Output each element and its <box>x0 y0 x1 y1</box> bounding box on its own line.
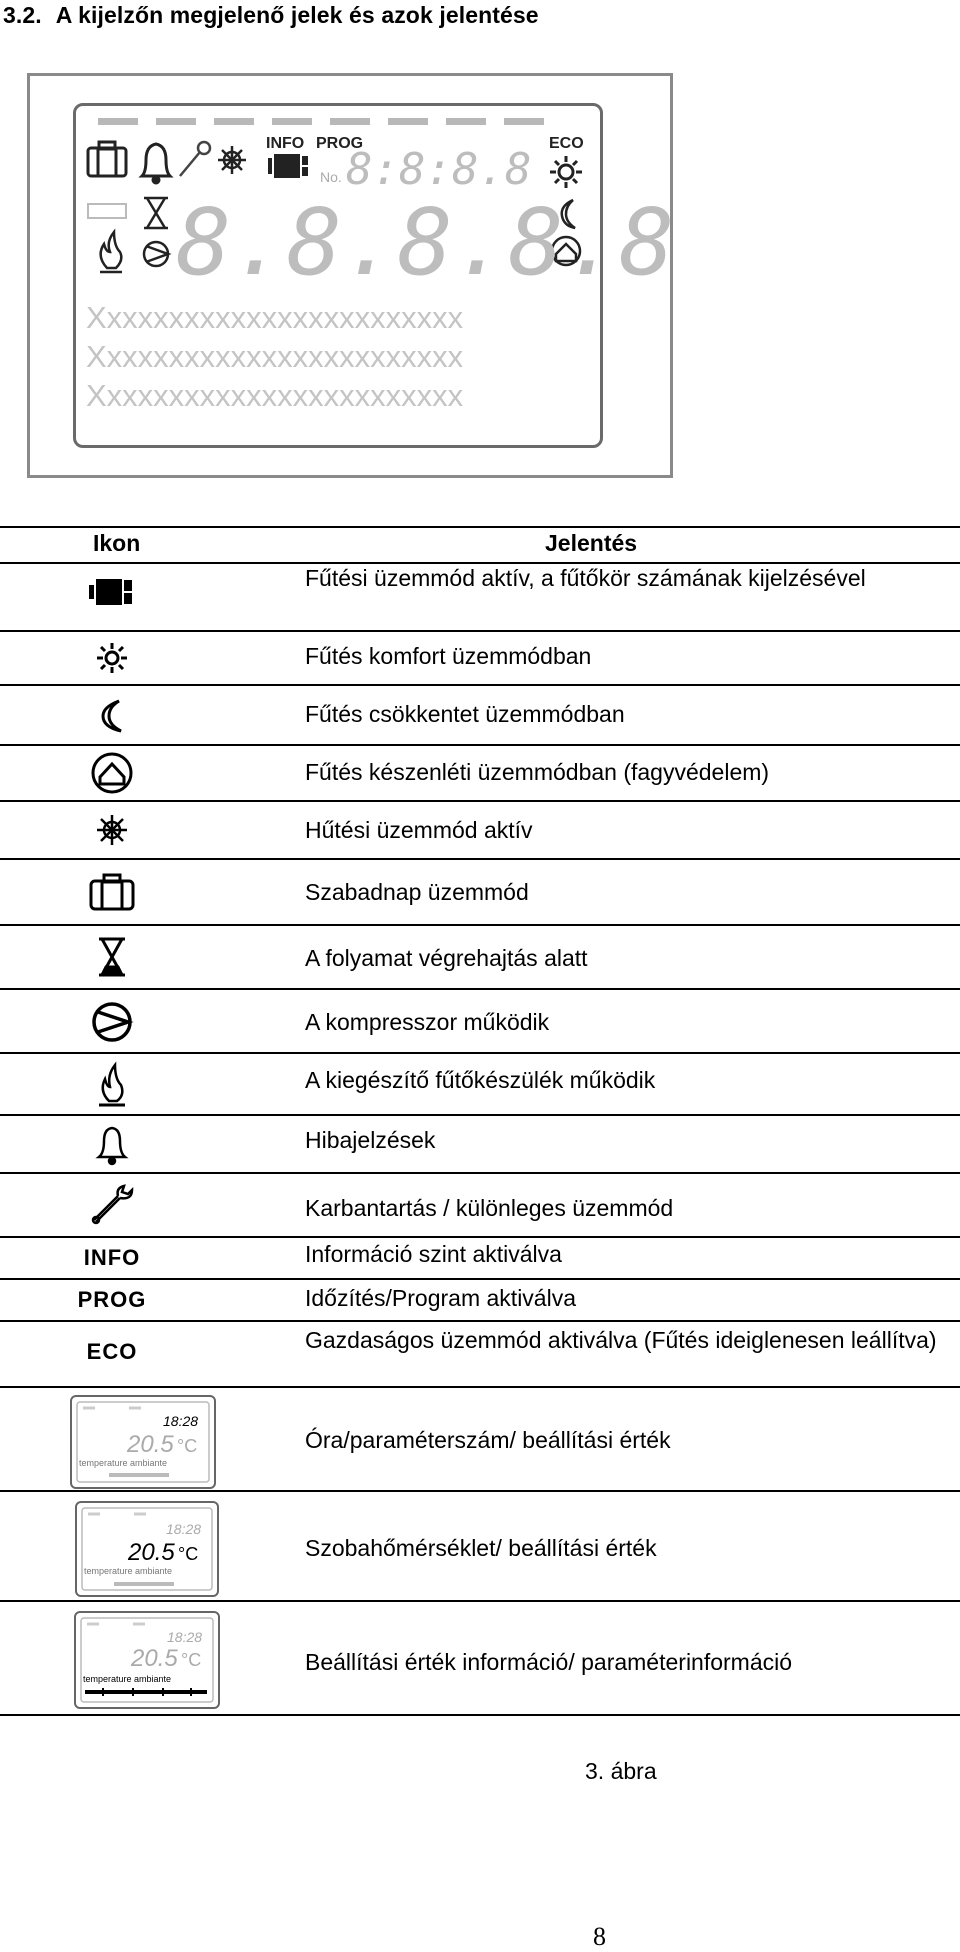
eco-label-text: ECO <box>86 1339 138 1364</box>
sun-icon <box>550 156 582 188</box>
row-meaning: Információ szint aktiválva <box>305 1241 562 1267</box>
heating-circuit-icon <box>70 572 154 612</box>
table-row <box>0 1116 960 1172</box>
house-icon <box>70 752 154 794</box>
moon-icon <box>70 696 154 736</box>
sun-icon <box>70 638 154 678</box>
row-meaning: Karbantartás / különleges üzemmód <box>305 1195 674 1221</box>
page-number: 8 <box>593 1922 606 1951</box>
row-meaning: Fűtés komfort üzemmódban <box>305 643 592 669</box>
section-number: 3.2. <box>3 2 42 28</box>
thumb-small-value: 18:28 <box>167 1629 203 1645</box>
row-meaning: A kiegészítő fűtőkészülék működik <box>305 1067 656 1093</box>
row-meaning: Hibajelzések <box>305 1127 436 1153</box>
display-temp-icon <box>72 1500 222 1598</box>
bell-icon <box>142 144 170 183</box>
table-row <box>0 1054 960 1114</box>
thumb-caption: temperature ambiante <box>84 1566 173 1576</box>
thumb-unit: °C <box>177 1436 198 1456</box>
table-row <box>0 926 960 988</box>
lcd-text-line-2: Xxxxxxxxxxxxxxxxxxxxxxxx <box>86 339 464 374</box>
lcd-info-label: INFO <box>266 135 305 152</box>
figure-caption: 3. ábra <box>585 1758 657 1784</box>
bell-icon <box>70 1124 154 1166</box>
eco-label <box>70 1338 154 1366</box>
table-row <box>0 1238 960 1278</box>
table-row <box>0 1174 960 1236</box>
row-meaning: Szabadnap üzemmód <box>305 879 529 905</box>
table-row <box>0 1492 960 1600</box>
table-rule <box>0 1714 960 1716</box>
lcd-eco-label: ECO <box>549 135 584 152</box>
compressor-icon <box>144 242 168 266</box>
lcd-segments <box>76 106 675 445</box>
thumb-unit: °C <box>181 1650 202 1670</box>
hourglass-icon <box>144 198 168 228</box>
suitcase-icon <box>88 142 126 176</box>
row-meaning: Óra/paraméterszám/ beállítási érték <box>305 1427 671 1453</box>
prog-label <box>70 1286 154 1314</box>
column-header-meaning: Jelentés <box>545 530 638 556</box>
table-row <box>0 1322 960 1386</box>
lcd-no-label: No. <box>320 169 342 185</box>
row-meaning: Fűtési üzemmód aktív, a fűtőkör számának kijelzésével <box>305 565 866 591</box>
row-meaning: Szobahőmérséklet/ beállítási érték <box>305 1535 657 1561</box>
table-row <box>0 1280 960 1320</box>
section-heading <box>3 2 539 29</box>
thumb-caption: temperature ambiante <box>83 1674 172 1684</box>
snowflake-icon <box>218 146 246 174</box>
wrench-icon <box>70 1182 154 1226</box>
thumb-big-value: 20.5 <box>128 1539 175 1566</box>
display-clock-icon <box>68 1394 218 1490</box>
row-meaning: Gazdaságos üzemmód aktiválva (Fűtés ideiglenesen leállítva) <box>305 1327 937 1353</box>
table-row <box>0 802 960 858</box>
flame-icon <box>70 1062 154 1108</box>
wrench-icon <box>180 142 210 176</box>
battery-icon <box>88 204 126 218</box>
row-meaning: Hűtési üzemmód aktív <box>305 817 533 843</box>
lcd-text-line-1: Xxxxxxxxxxxxxxxxxxxxxxxx <box>86 300 464 335</box>
table-row <box>0 1388 960 1490</box>
display-info-icon <box>72 1610 222 1710</box>
column-header-icon: Ikon <box>93 530 141 556</box>
flame-icon <box>100 232 122 272</box>
lcd-display <box>73 103 675 448</box>
info-label-text: INFO <box>83 1245 141 1270</box>
lcd-figure-frame <box>27 73 673 478</box>
compressor-icon <box>70 1000 154 1044</box>
table-row <box>0 746 960 800</box>
snowflake-icon <box>70 810 154 850</box>
row-meaning: A kompresszor működik <box>305 1009 550 1035</box>
row-meaning: A folyamat végrehajtás alatt <box>305 945 588 971</box>
table-row <box>0 632 960 684</box>
table-row <box>0 1602 960 1714</box>
suitcase-icon <box>70 870 154 914</box>
table-row <box>0 562 960 630</box>
row-meaning: Beállítási érték információ/ paraméterinformáció <box>305 1649 793 1675</box>
thumb-caption: temperature ambiante <box>79 1458 168 1468</box>
thumb-small-value: 18:28 <box>166 1521 202 1537</box>
thumb-unit: °C <box>178 1544 199 1564</box>
lcd-prog-label: PROG <box>316 135 364 152</box>
row-meaning: Fűtés csökkentet üzemmódban <box>305 701 625 727</box>
lcd-text-line-3: Xxxxxxxxxxxxxxxxxxxxxxxx <box>86 378 464 413</box>
heating-circuit-icon <box>268 154 308 178</box>
row-meaning: Fűtés készenléti üzemmódban (fagyvédelem) <box>305 759 770 785</box>
table-row <box>0 860 960 924</box>
table-row <box>0 990 960 1052</box>
hourglass-icon <box>70 936 154 978</box>
row-meaning: Időzítés/Program aktiválva <box>305 1285 577 1311</box>
lcd-clock-digits: 8:8:8.8 <box>346 144 532 195</box>
thumb-big-value: 20.5 <box>131 1645 178 1672</box>
lcd-main-digits: 8.8.8.8.8 <box>176 189 675 296</box>
thumb-big-value: 20.5 <box>127 1431 174 1458</box>
section-title: A kijelzőn megjelenő jelek és azok jelentése <box>55 2 539 28</box>
info-label <box>70 1244 154 1272</box>
prog-label-text: PROG <box>77 1287 147 1312</box>
thumb-small-value: 18:28 <box>163 1413 199 1429</box>
table-row <box>0 686 960 744</box>
table-rule <box>0 526 960 528</box>
